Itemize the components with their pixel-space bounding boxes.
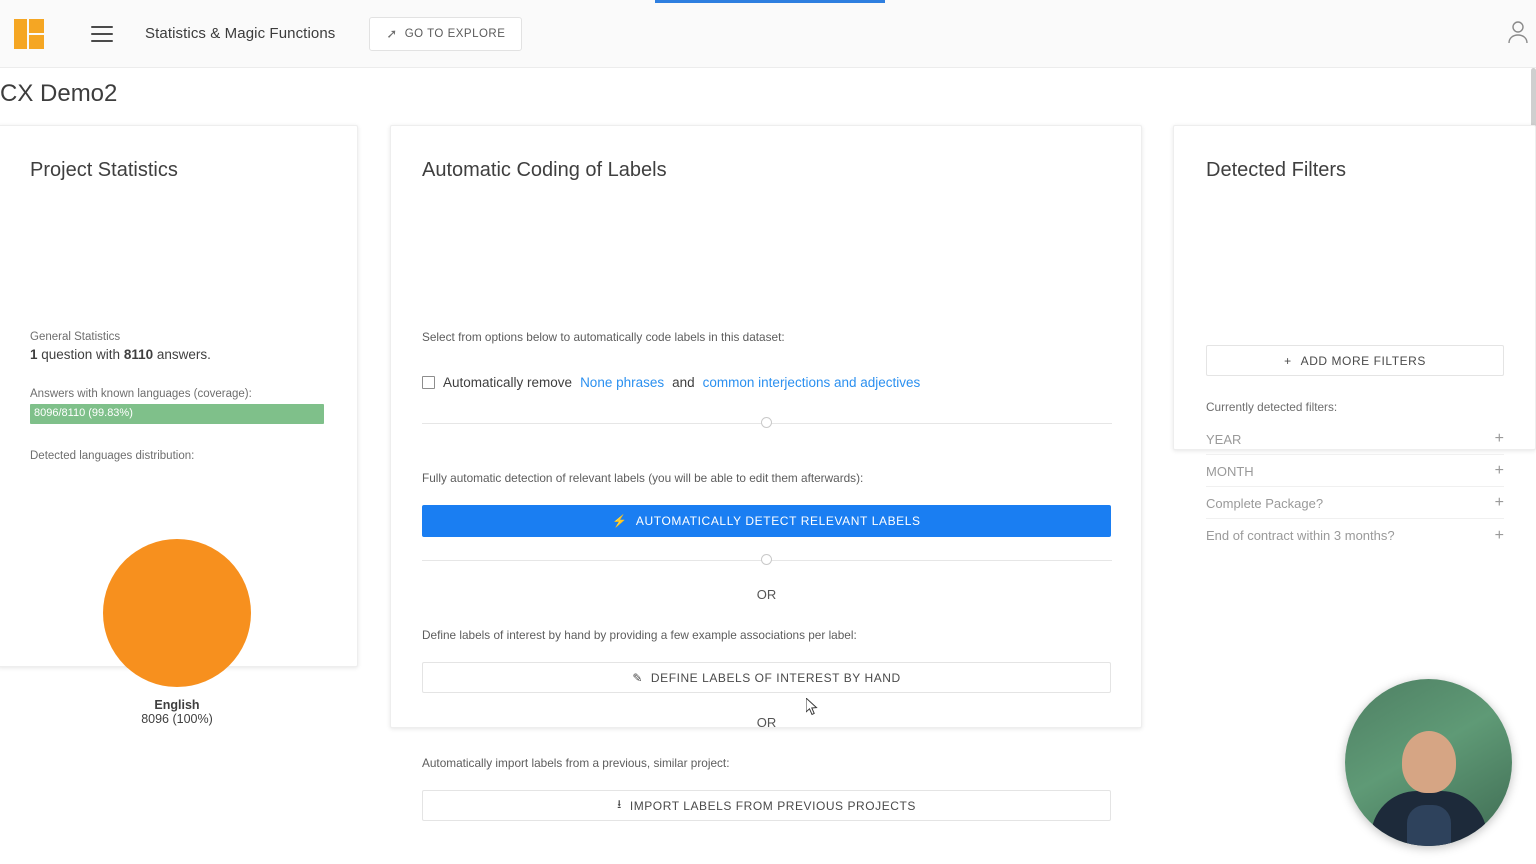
coverage-value: 8096/8110 (99.83%) (34, 407, 133, 419)
presenter-webcam (1345, 679, 1512, 846)
question-count: 1 (30, 347, 38, 362)
project-statistics-title: Project Statistics (30, 159, 178, 181)
pie-slice-count: 8096 (100%) (141, 712, 213, 726)
common-interjections-link[interactable]: common interjections and adjectives (702, 375, 921, 390)
plus-icon: + (1284, 353, 1292, 368)
filter-label: MONTH (1206, 463, 1254, 479)
pie-slice-label: English (154, 698, 200, 712)
plus-icon[interactable]: + (1494, 494, 1504, 511)
question-text: question with (37, 347, 124, 362)
import-labels-button[interactable] (422, 790, 1111, 821)
filter-row-year[interactable] (1206, 424, 1504, 455)
plus-icon[interactable]: + (1494, 526, 1504, 544)
pencil-icon: ✎ (632, 670, 643, 685)
general-statistics-label: General Statistics (30, 331, 121, 343)
coverage-progress-bar (30, 404, 324, 424)
divider-knob-icon (761, 554, 772, 565)
import-download-icon: ⭳ (617, 797, 622, 811)
none-phrases-link[interactable]: None phrases (580, 375, 665, 390)
automatically-detect-labels-button[interactable] (422, 505, 1111, 537)
answer-count: 8110 (123, 347, 154, 362)
coverage-label: Answers with known languages (coverage): (30, 388, 252, 400)
section-divider-2 (422, 560, 1112, 561)
account-user-icon[interactable] (1506, 18, 1530, 46)
page-title: CX Demo2 (0, 80, 118, 107)
auto-remove-text-2: and (672, 375, 695, 390)
share-arrow-icon: ➚ (386, 25, 398, 41)
automatic-coding-card (390, 125, 1142, 813)
detected-filters-title: Detected Filters (1206, 159, 1347, 181)
plus-icon[interactable]: + (1494, 462, 1504, 479)
detect-button-label: AUTOMATICALLY DETECT RELEVANT LABELS (635, 514, 921, 528)
define-labels-description: Define labels of interest by hand by providing a few example associations per label: (422, 628, 857, 642)
mouse-cursor (806, 698, 818, 716)
filter-label: Complete Package? (1206, 495, 1324, 511)
lightning-bolt-icon: ⚡ (612, 514, 628, 528)
filter-label: End of contract within 3 months? (1206, 528, 1395, 543)
divider-knob-icon (761, 417, 772, 428)
page-progress-bar (655, 0, 885, 3)
detected-filters-card (1173, 125, 1536, 544)
go-to-explore-button[interactable] (369, 17, 522, 51)
go-to-explore-label: GO TO EXPLORE (404, 27, 506, 40)
or-separator-2: OR (756, 715, 777, 730)
add-more-filters-button[interactable] (1206, 345, 1504, 376)
import-labels-description: Automatically import labels from a previous, similar project: (422, 756, 730, 770)
language-pie-chart (103, 539, 251, 687)
add-more-filters-label: ADD MORE FILTERS (1300, 353, 1426, 368)
plus-icon[interactable]: + (1494, 430, 1504, 447)
app-logo-icon[interactable] (14, 19, 44, 49)
detect-labels-description: Fully automatic detection of relevant labels (you will be able to edit them afterwards): (422, 471, 864, 485)
filter-row-month[interactable] (1206, 456, 1504, 487)
answer-text: answers. (153, 347, 211, 362)
or-separator-1: OR (756, 587, 777, 602)
topbar-title: Statistics & Magic Functions (145, 25, 336, 42)
auto-remove-checkbox[interactable] (422, 376, 435, 389)
hamburger-menu-icon[interactable] (91, 26, 113, 42)
filter-label: YEAR (1206, 431, 1242, 447)
general-statistics-summary (30, 347, 211, 362)
auto-remove-row (422, 375, 920, 390)
automatic-coding-intro: Select from options below to automatically code labels in this dataset: (422, 330, 785, 344)
project-statistics-card (0, 125, 358, 726)
auto-remove-text-1: Automatically remove (443, 375, 573, 390)
language-distribution-label: Detected languages distribution: (30, 450, 195, 462)
section-divider-1 (422, 423, 1112, 424)
define-button-label: DEFINE LABELS OF INTEREST BY HAND (650, 670, 901, 685)
currently-detected-label: Currently detected filters: (1206, 400, 1338, 414)
filter-row-complete-package[interactable] (1206, 488, 1504, 519)
define-labels-by-hand-button[interactable] (422, 662, 1111, 693)
top-bar (0, 0, 1536, 68)
filter-row-end-of-contract[interactable] (1206, 520, 1504, 551)
import-button-label: IMPORT LABELS FROM PREVIOUS PROJECTS (629, 798, 916, 813)
automatic-coding-title: Automatic Coding of Labels (422, 159, 667, 181)
language-pie-legend (30, 698, 324, 726)
